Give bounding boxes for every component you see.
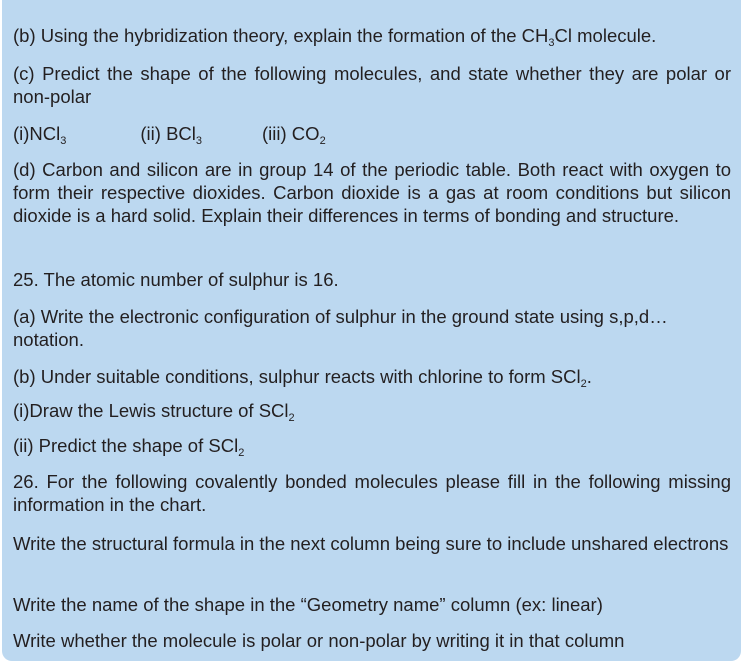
q24-d: (d) Carbon and silicon are in group 14 of the periodic table. Both react with oxygen to form their respective dioxides. Carbon dioxide is a gas at room conditions but silicon dioxide is a hard solid. Explain their differences in terms of bonding and structure. <box>13 159 731 226</box>
q25-b <box>13 365 733 388</box>
molecule-bcl3: (ii) BCl$_3$ <box>140 123 203 147</box>
q25-bii-text: (ii) Predict the shape of SCl <box>13 435 239 456</box>
q26-line2: Write the name of the shape in the “Geometry name” column (ex: linear) <box>13 594 603 615</box>
molecule-ncl3: (i)NCl$_3$ <box>13 123 67 147</box>
q24-b-text: (b) Using the hybridization theory, explain the formation of the CH <box>13 25 549 46</box>
q24-b <box>13 24 733 47</box>
q24-c: (c) Predict the shape of the following molecules, and state whether they are polar or non-polar <box>13 63 731 107</box>
q25-bii <box>13 434 733 457</box>
q25-bii-sub: 2 <box>238 447 245 459</box>
q25-b-text: (b) Under suitable conditions, sulphur reacts with chlorine to form SCl <box>13 366 581 387</box>
q25-intro: 25. The atomic number of sulphur is 16. <box>13 269 339 290</box>
q25-b-sub: 2 <box>580 378 587 390</box>
molecule-co2: (iii) $CO_2$ <box>262 123 326 147</box>
q26-line1: Write the structural formula in the next column being sure to include unshared electrons <box>13 533 729 554</box>
q24-b-sub: 3 <box>548 37 555 49</box>
q25-bi-sub: 2 <box>288 412 295 424</box>
question-panel <box>2 0 741 661</box>
q25-bi-text: (i)Draw the Lewis structure of SCl <box>13 400 289 421</box>
q24-molecules <box>13 122 733 145</box>
q26-line3: Write whether the molecule is polar or non-polar by writing it in that column <box>13 630 625 651</box>
q25-a: (a) Write the electronic configuration of sulphur in the ground state using s,p,d… notation. <box>13 306 668 350</box>
q25-b-text-end: . <box>586 366 592 387</box>
q25-bi <box>13 399 733 422</box>
q26-intro: 26. For the following covalently bonded molecules please fill in the following missing information in the chart. <box>13 471 731 515</box>
q24-b-text-end: Cl molecule. <box>554 25 657 46</box>
